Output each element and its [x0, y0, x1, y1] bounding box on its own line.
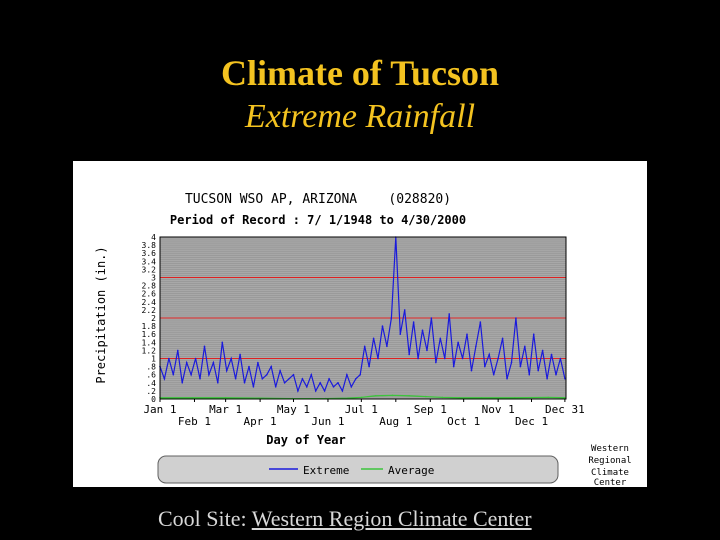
- extreme-point: [199, 378, 201, 380]
- average-point: [225, 397, 227, 399]
- chart-subtitle: Period of Record : 7/ 1/1948 to 4/30/2000: [169, 213, 467, 227]
- extreme-point: [471, 370, 473, 372]
- average-point: [458, 397, 460, 399]
- extreme-point: [217, 382, 219, 384]
- extreme-point: [230, 358, 232, 360]
- y-tick-label: 1.6: [141, 330, 156, 340]
- credit-line: Western: [591, 444, 629, 454]
- x-tick-label: Mar 1: [209, 403, 243, 416]
- y-tick-label: 2.2: [141, 305, 156, 315]
- extreme-point: [221, 342, 223, 344]
- extreme-point: [275, 386, 277, 388]
- average-point: [408, 395, 410, 397]
- extreme-point: [560, 358, 562, 360]
- extreme-point: [177, 350, 179, 352]
- average-point: [425, 396, 427, 398]
- extreme-point: [502, 337, 504, 339]
- extreme-point: [355, 378, 357, 380]
- x-tick-label: Oct 1: [447, 415, 481, 428]
- credit-line: Climate: [591, 468, 629, 478]
- extreme-point: [413, 321, 415, 323]
- extreme-point: [208, 374, 210, 376]
- y-axis-label: Precipitation (in.): [94, 246, 108, 384]
- average-point: [547, 397, 549, 399]
- extreme-point: [533, 333, 535, 335]
- extreme-point: [391, 317, 393, 319]
- y-tick-label: 3.8: [141, 241, 156, 251]
- y-tick-label: .2: [146, 386, 156, 396]
- extreme-point: [297, 390, 299, 392]
- extreme-point: [226, 370, 228, 372]
- x-tick-label: Sep 1: [413, 403, 447, 416]
- extreme-point: [542, 350, 544, 352]
- extreme-point: [373, 337, 375, 339]
- extreme-point: [328, 378, 330, 380]
- extreme-point: [546, 378, 548, 380]
- extreme-point: [253, 386, 255, 388]
- extreme-point: [440, 337, 442, 339]
- extreme-point: [453, 366, 455, 368]
- x-tick-label: Aug 1: [379, 415, 413, 428]
- y-tick-label: 2.8: [141, 281, 156, 291]
- extreme-point: [528, 374, 530, 376]
- credit-text: [588, 444, 631, 487]
- extreme-point: [302, 378, 304, 380]
- extreme-point: [266, 374, 268, 376]
- y-tick-label: 1.4: [141, 338, 156, 348]
- slide-subtitle: Extreme Rainfall: [244, 98, 476, 135]
- extreme-point: [324, 390, 326, 392]
- extreme-point: [466, 333, 468, 335]
- credit-line: Center: [593, 478, 627, 487]
- extreme-point: [248, 366, 250, 368]
- extreme-point: [235, 378, 237, 380]
- x-tick-label: May 1: [276, 403, 311, 416]
- x-tick-label: Jan 1: [143, 403, 177, 416]
- x-tick-label: Dec 31: [545, 403, 585, 416]
- footer-prefix: Cool Site:: [158, 506, 252, 531]
- extreme-point: [257, 362, 259, 364]
- x-tick-label: Dec 1: [514, 415, 549, 428]
- extreme-point: [342, 390, 344, 392]
- credit-line: Regional: [588, 456, 632, 466]
- extreme-point: [284, 382, 286, 384]
- extreme-point: [444, 358, 446, 360]
- extreme-point: [511, 362, 513, 364]
- extreme-point: [293, 374, 295, 376]
- extreme-point: [319, 382, 321, 384]
- average-point: [392, 395, 394, 397]
- precipitation-chart: [73, 161, 647, 487]
- y-tick-label: 2: [151, 314, 156, 323]
- extreme-point: [417, 358, 419, 360]
- x-tick-label: Jul 1: [344, 403, 378, 416]
- extreme-point: [195, 358, 197, 360]
- extreme-point: [181, 382, 183, 384]
- extreme-point: [262, 378, 264, 380]
- extreme-point: [515, 317, 517, 319]
- extreme-point: [382, 325, 384, 327]
- extreme-point: [475, 346, 477, 348]
- x-axis-label: Day of Year: [266, 433, 346, 447]
- extreme-point: [310, 374, 312, 376]
- extreme-point: [315, 390, 317, 392]
- extreme-point: [377, 358, 379, 360]
- extreme-point: [497, 358, 499, 360]
- extreme-point: [435, 362, 437, 364]
- extreme-point: [351, 386, 353, 388]
- extreme-point: [346, 374, 348, 376]
- y-tick-label: .6: [146, 370, 156, 380]
- extreme-point: [480, 321, 482, 323]
- extreme-point: [386, 346, 388, 348]
- extreme-point: [244, 382, 246, 384]
- extreme-point: [564, 378, 566, 380]
- extreme-point: [404, 309, 406, 311]
- extreme-point: [422, 329, 424, 331]
- chart-title: TUCSON WSO AP, ARIZONA (028820): [184, 192, 452, 207]
- extreme-point: [493, 374, 495, 376]
- x-tick-label: Feb 1: [177, 415, 212, 428]
- x-tick-label: Jun 1: [311, 415, 345, 428]
- legend-average-label: Average: [388, 464, 435, 477]
- extreme-point: [524, 346, 526, 348]
- extreme-point: [190, 374, 192, 376]
- y-tick-label: .4: [146, 378, 156, 388]
- x-tick-label: Apr 1: [243, 415, 277, 428]
- y-tick-label: 2.6: [141, 289, 156, 299]
- chart-panel: [73, 161, 647, 487]
- average-point: [481, 397, 483, 399]
- extreme-point: [488, 354, 490, 356]
- extreme-point: [457, 342, 459, 344]
- average-point: [564, 397, 566, 399]
- extreme-point: [462, 358, 464, 360]
- extreme-point: [288, 378, 290, 380]
- extreme-point: [555, 374, 557, 376]
- extreme-point: [213, 362, 215, 364]
- extreme-point: [537, 370, 539, 372]
- extreme-point: [164, 378, 166, 380]
- y-tick-label: 1: [151, 354, 156, 364]
- extreme-point: [306, 386, 308, 388]
- y-tick-label: 3.4: [141, 257, 156, 267]
- footer: [158, 506, 532, 532]
- extreme-point: [448, 313, 450, 315]
- extreme-point: [520, 366, 522, 368]
- extreme-point: [337, 382, 339, 384]
- extreme-point: [168, 358, 170, 360]
- average-point: [514, 397, 516, 399]
- y-tick-label: .8: [146, 362, 156, 372]
- y-tick-label: 3.2: [141, 265, 156, 275]
- extreme-point: [173, 374, 175, 376]
- average-point: [191, 397, 193, 399]
- y-tick-label: 1.2: [141, 346, 156, 356]
- y-tick-label: 0: [151, 395, 156, 404]
- y-tick-label: 1.8: [141, 322, 156, 332]
- extreme-point: [239, 354, 241, 356]
- extreme-point: [368, 366, 370, 368]
- x-tick-label: Nov 1: [481, 403, 515, 416]
- y-tick-label: 3: [151, 273, 156, 283]
- average-point: [442, 397, 444, 399]
- extreme-point: [186, 362, 188, 364]
- average-point: [375, 395, 377, 397]
- extreme-point: [551, 354, 553, 356]
- legend-box: [158, 456, 558, 483]
- extreme-point: [431, 317, 433, 319]
- y-tick-label: 2.4: [141, 297, 156, 307]
- extreme-point: [333, 386, 335, 388]
- wrcc-link[interactable]: Western Region Climate Center: [251, 506, 532, 531]
- extreme-point: [506, 378, 508, 380]
- extreme-point: [484, 366, 486, 368]
- legend-extreme-label: Extreme: [303, 464, 350, 477]
- slide-title: Climate of Tucson: [220, 53, 500, 93]
- extreme-point: [359, 374, 361, 376]
- extreme-point: [270, 366, 272, 368]
- extreme-point: [364, 346, 366, 348]
- average-point: [361, 397, 363, 399]
- extreme-point: [408, 354, 410, 356]
- extreme-point: [279, 370, 281, 372]
- extreme-point: [426, 350, 428, 352]
- y-tick-label: 3.6: [141, 249, 156, 259]
- y-tick-label: 4: [151, 233, 156, 242]
- extreme-point: [399, 333, 401, 335]
- legend: [158, 456, 558, 483]
- extreme-point: [204, 346, 206, 348]
